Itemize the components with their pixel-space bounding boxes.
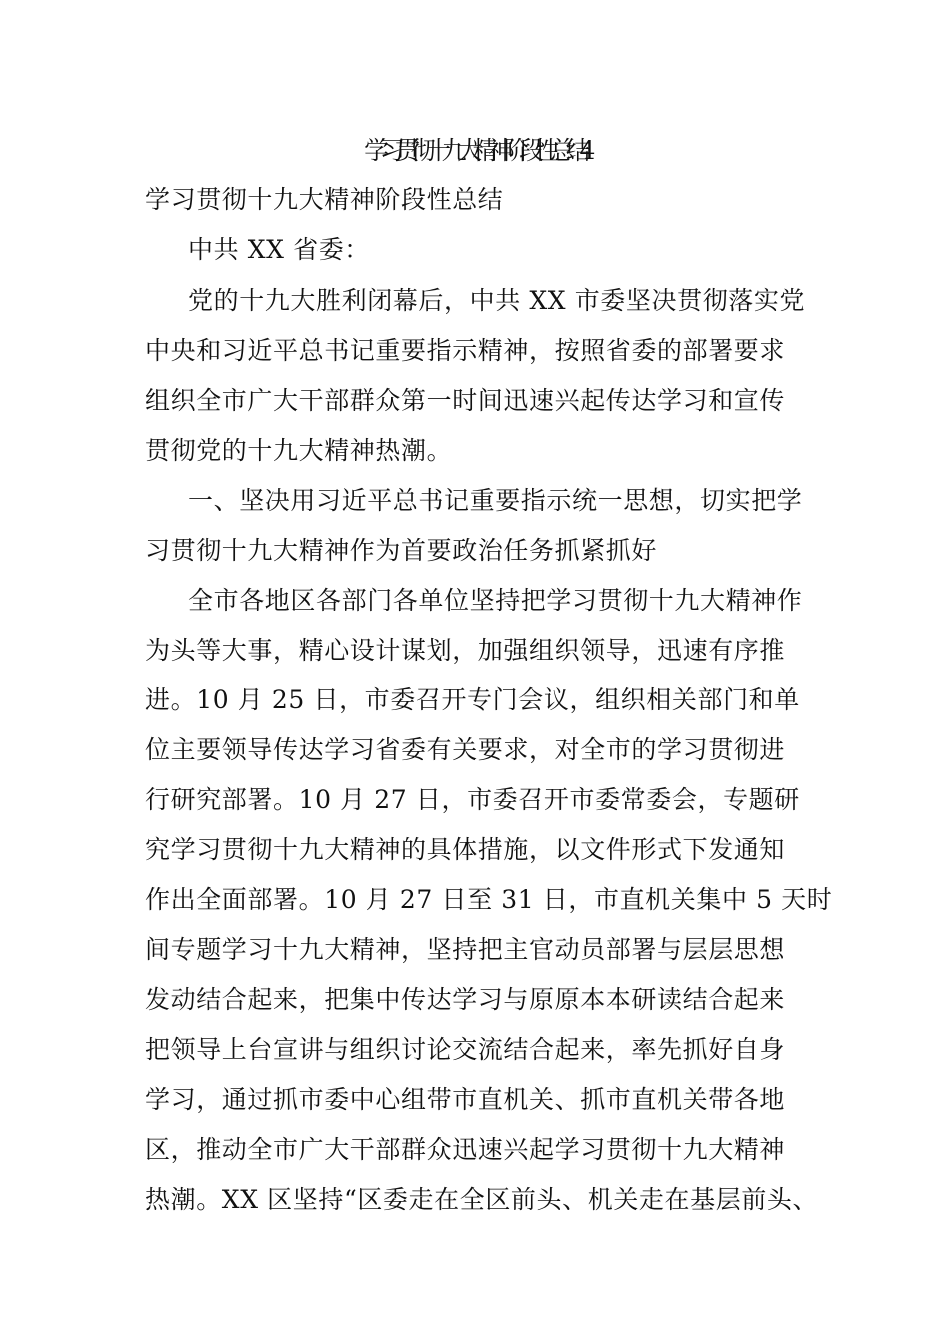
paragraph-line: 区，推动全市广大干部群众迅速兴起学习贯彻十九大精神: [145, 1135, 786, 1164]
paragraph-line: 发动结合起来，把集中传达学习与原原本本研读结合起来: [145, 985, 786, 1014]
paragraph-line: 党的十九大胜利闭幕后，中共 XX 市委坚决贯彻落实党: [188, 286, 806, 315]
paragraph-line: 位主要领导传达学习省委有关要求，对全市的学习贯彻进: [145, 735, 786, 764]
paragraph-line: 贯彻党的十九大精神热潮。: [145, 436, 453, 465]
paragraph-line: 热潮。XX 区坚持“区委走在全区前头、机关走在基层前头、: [145, 1185, 819, 1214]
paragraph-line: 间专题学习十九大精神，坚持把主官动员部署与层层思想: [145, 935, 786, 964]
paragraph-line: 行研究部署。10 月 27 日，市委召开市委常委会，专题研: [145, 785, 800, 814]
salutation-line: 中共 XX 省委：: [188, 235, 370, 264]
paragraph-line: 进。10 月 25 日，市委召开专门会议，组织相关部门和单: [145, 685, 800, 714]
paragraph-line: 全市各地区各部门各单位坚持把学习贯彻十九大精神作: [188, 586, 803, 615]
section-heading-line: 一、坚决用习近平总书记重要指示统一思想，切实把学: [188, 486, 803, 515]
paragraph-line: 把领导上台宣讲与组织讨论交流结合起来，率先抓好自身: [145, 1035, 786, 1064]
paragraph-line: 组织全市广大干部群众第一时间迅速兴起传达学习和宣传: [145, 386, 786, 415]
document-title: 学习贯彻十九大精神阶段性总结 4: [364, 136, 586, 165]
paragraph-line: 中央和习近平总书记重要指示精神，按照省委的部署要求: [145, 336, 786, 365]
paragraph-line: 学习，通过抓市委中心组带市直机关、抓市直机关带各地: [145, 1085, 786, 1114]
subtitle-line: 学习贯彻十九大精神阶段性总结: [145, 185, 504, 214]
paragraph-line: 作出全面部署。10 月 27 日至 31 日，市直机关集中 5 天时: [145, 885, 833, 914]
paragraph-line: 为头等大事，精心设计谋划，加强组织领导，迅速有序推: [145, 636, 786, 665]
section-heading-line: 习贯彻十九大精神作为首要政治任务抓紧抓好: [145, 536, 658, 565]
paragraph-line: 究学习贯彻十九大精神的具体措施，以文件形式下发通知: [145, 835, 786, 864]
